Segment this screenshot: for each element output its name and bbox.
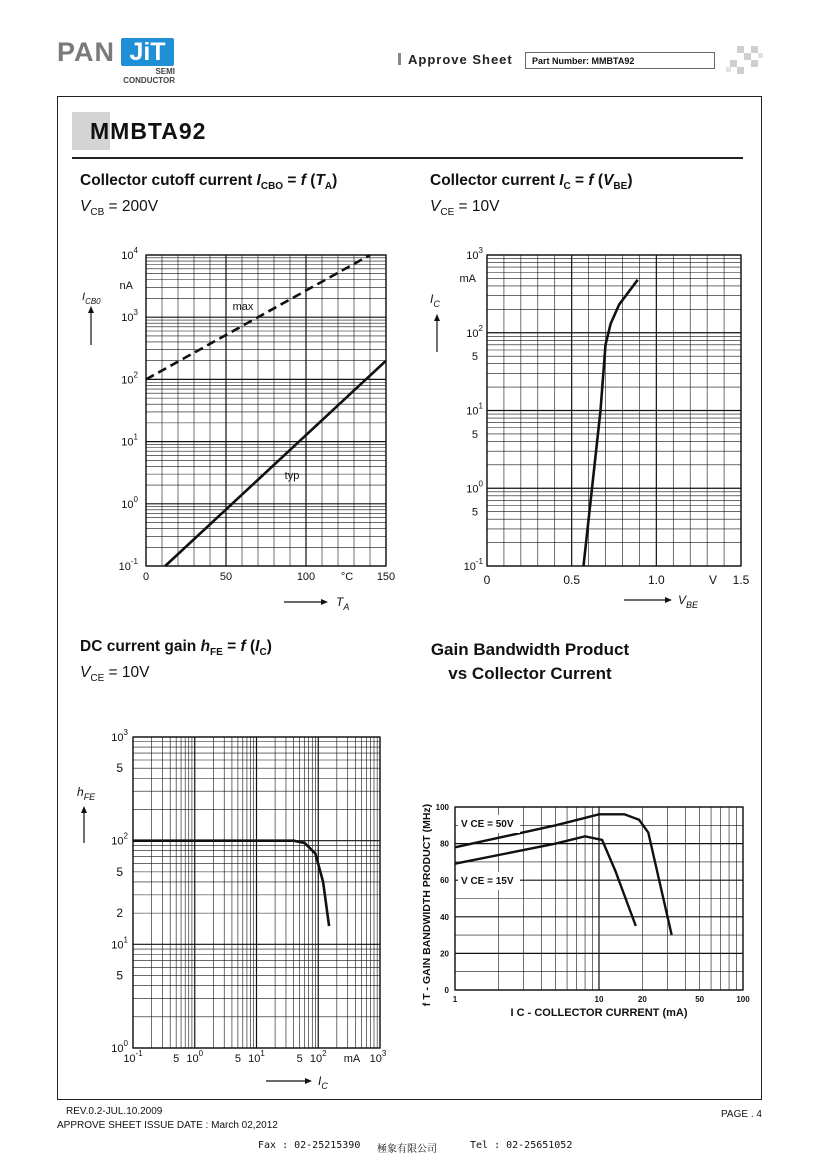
chart4-title-line1: Gain Bandwidth Product xyxy=(430,640,630,659)
ic-xtick-label: 1.0 xyxy=(647,573,665,587)
hfe-xtick-label: $10^0$ xyxy=(186,1049,204,1065)
icbo-ytick-label: $10^4$ xyxy=(121,246,138,262)
icbo-ytick-label: $10^0$ xyxy=(121,494,138,511)
ft-ytick-label: 80 xyxy=(440,839,449,849)
chart1-title: Collector cutoff current $I_{CBO} = f$ $(T_A)$ xyxy=(80,172,338,193)
icbo-ytick-label: $10^1$ xyxy=(121,432,138,449)
hfe-xtick-5: 5 xyxy=(234,1053,241,1065)
icbo-ylabel: $I_{CB0}$ xyxy=(82,291,101,306)
ft-series-label-15v: V CE = 15V xyxy=(461,876,514,887)
ft-xtick-label: 100 xyxy=(736,995,750,1004)
ft-xtick-label: 20 xyxy=(637,995,647,1004)
ic-xtick-label: 0.5 xyxy=(563,573,581,587)
ic-ytick-label: $10^3$ xyxy=(466,246,483,262)
ic-ytick-label: $10^{-1}$ xyxy=(463,557,483,573)
company-name: 極象有限公司 xyxy=(377,1144,437,1155)
chart1-condition: $V_{CB} = 200V$ xyxy=(80,198,159,219)
ft-series-label-50v: V CE = 50V xyxy=(461,819,514,830)
ic-xunit: V xyxy=(708,573,718,587)
hfe-xunit: mA xyxy=(343,1053,361,1065)
ft-xtick-label: 10 xyxy=(594,995,604,1004)
ic-xlabel: $V_{BE}$ xyxy=(678,593,699,610)
icbo-typ-label: typ xyxy=(284,470,300,482)
page-title: MMBTA92 xyxy=(90,118,207,144)
hfe-ytick-minor: 5 xyxy=(116,968,123,983)
approve-sheet-label: Approve Sheet xyxy=(398,52,513,67)
issue-date: APPROVE SHEET ISSUE DATE : March 02,2012 xyxy=(57,1120,278,1131)
chart2-title: Collector current $I_C = f$ $(V_{BE})$ xyxy=(430,172,633,193)
ft-ytick-label: 40 xyxy=(440,912,449,922)
ft-ytick-label: 0 xyxy=(444,986,449,995)
icbo-ytick-label: $10^3$ xyxy=(121,308,138,325)
icbo-xtick-label: 50 xyxy=(219,571,233,583)
ic-ytick-5: 5 xyxy=(471,506,478,519)
hfe-ytick-minor: 5 xyxy=(116,761,123,776)
icbo-xlabel: $T_A$ xyxy=(336,595,350,612)
icbo-xtick-label: 150 xyxy=(376,571,396,583)
ft-ytick-label: 60 xyxy=(440,876,449,886)
hfe-ytick-label: $10^2$ xyxy=(111,831,128,848)
fax-number: Fax : 02-25215390 xyxy=(258,1140,361,1151)
icbo-yunit: nA xyxy=(119,280,133,292)
hfe-xtick-label: $10^{-1}$ xyxy=(123,1049,143,1065)
icbo-ytick-label: $10^2$ xyxy=(121,370,138,387)
ft-xtick-label: 50 xyxy=(695,995,705,1004)
ic-xtick-label: 1.5 xyxy=(732,573,750,587)
ft-xlabel: I C - COLLECTOR CURRENT (mA) xyxy=(510,1007,688,1019)
icbo-xtick-label: 100 xyxy=(296,571,316,583)
icbo-xtick-label: 0 xyxy=(142,571,150,583)
page-number: PAGE . 4 xyxy=(721,1109,762,1120)
logo-conductor: CONDUCTOR xyxy=(123,76,175,85)
hfe-xtick-label: $10^1$ xyxy=(248,1049,265,1065)
logo-jit: JiT xyxy=(121,38,174,66)
ic-ytick-5: 5 xyxy=(471,428,478,441)
ic-ytick-label: $10^0$ xyxy=(466,479,483,496)
ic-ytick-label: $10^1$ xyxy=(466,401,483,418)
hfe-ytick-minor: 5 xyxy=(116,864,123,879)
hfe-ytick-label: $10^0$ xyxy=(111,1039,128,1055)
hfe-ytick-label: $10^1$ xyxy=(111,935,128,952)
logo-pan: PAN xyxy=(57,37,116,67)
icbo-xunit: °C xyxy=(340,571,354,583)
ft-xtick-label: 1 xyxy=(452,995,458,1004)
logo-semi: SEMI xyxy=(155,67,175,76)
hfe-xtick-label: $10^2$ xyxy=(309,1049,327,1065)
ic-yunit: mA xyxy=(459,273,476,285)
hfe-ytick-label: $10^3$ xyxy=(111,728,128,744)
tel-number: Tel : 02-25651052 xyxy=(470,1140,573,1151)
hfe-ytick-minor: 2 xyxy=(116,906,123,921)
chart4-title-line2: vs Collector Current xyxy=(448,664,612,683)
ic-ytick-5: 5 xyxy=(471,351,478,364)
hfe-ylabel: $h_{FE}$ xyxy=(77,785,96,802)
icbo-ytick-label: $10^{-1}$ xyxy=(118,557,138,573)
ic-xtick-label: 0 xyxy=(483,573,491,587)
icbo-max-label: max xyxy=(232,301,254,313)
hfe-xlabel: $I_C$ xyxy=(318,1074,328,1091)
ft-ytick-label: 100 xyxy=(435,803,449,812)
ic-ylabel: $I_C$ xyxy=(430,292,440,309)
chart3-condition: $V_{CE} = 10V$ xyxy=(80,664,150,685)
chart3-title: DC current gain $h_{FE} = f$ $(I_C)$ xyxy=(80,638,272,659)
ft-ylabel: f T - GAIN BANDWIDTH PRODUCT (MHz) xyxy=(421,803,433,1007)
ft-ytick-label: 20 xyxy=(440,949,449,959)
ic-ytick-label: $10^2$ xyxy=(466,323,483,340)
revision: REV.0.2-JUL.10.2009 xyxy=(66,1106,163,1117)
chart2-condition: $V_{CE} = 10V$ xyxy=(430,198,500,219)
hfe-xtick-5: 5 xyxy=(296,1053,303,1065)
hfe-xtick-5: 5 xyxy=(173,1053,180,1065)
hfe-xtick-label: $10^3$ xyxy=(369,1049,387,1065)
part-number-box: Part Number: MMBTA92 xyxy=(525,52,715,69)
